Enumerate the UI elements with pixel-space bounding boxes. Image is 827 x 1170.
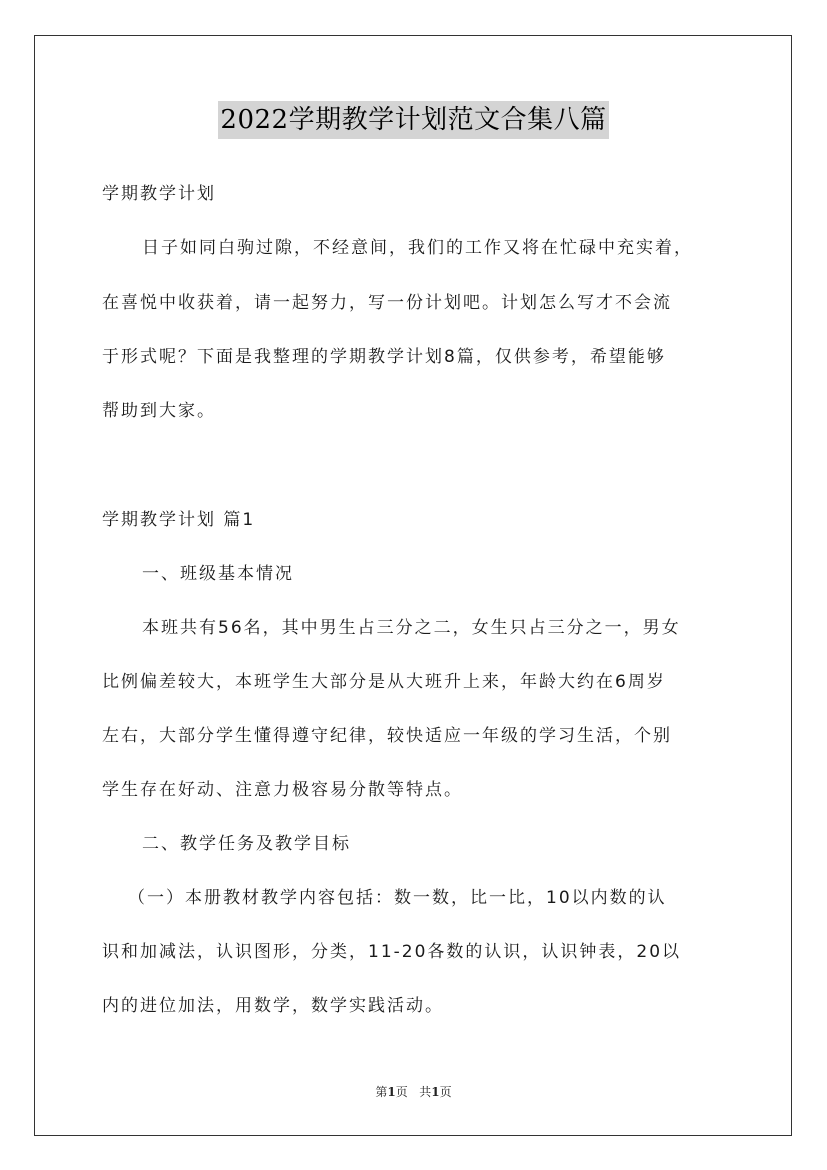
part-heading: 学期教学计划 篇1 (102, 510, 256, 530)
para2-line-1: （一）本册教材教学内容包括：数一数，比一比，10以内数的认 (128, 888, 667, 908)
para1-line-2: 比例偏差较大，本班学生大部分是从大班升上来，年龄大约在6周岁 (102, 672, 666, 692)
para2-line-3: 内的进位加法，用数学，数学实践活动。 (102, 996, 444, 1016)
total-label-prefix: 共 (419, 1085, 432, 1099)
page-label-prefix: 第 (375, 1085, 388, 1099)
para1-line-3: 左右，大部分学生懂得遵守纪律，较快适应一年级的学习生活，个别 (102, 726, 672, 746)
page-label-suffix: 页 (395, 1085, 408, 1099)
para1-line-1: 本班共有56名，其中男生占三分之二，女生只占三分之一，男女 (142, 618, 681, 638)
intro-line-2: 在喜悦中收获着，请一起努力，写一份计划吧。计划怎么写才不会流 (102, 293, 672, 313)
page-footer (0, 1083, 827, 1100)
document-title: 2022学期教学计划范文合集八篇 (218, 101, 608, 139)
para1-line-4: 学生存在好动、注意力极容易分散等特点。 (102, 780, 463, 800)
title-container (0, 101, 827, 139)
page-number: 1 (387, 1085, 396, 1099)
total-pages: 1 (431, 1085, 440, 1099)
total-label-suffix: 页 (439, 1085, 452, 1099)
intro-line-1: 日子如同白驹过隙，不经意间，我们的工作又将在忙碌中充实着， (142, 238, 693, 258)
para2-line-2: 识和加减法，认识图形，分类，11-20各数的认识，认识钟表，20以 (102, 942, 682, 962)
section-heading: 学期教学计划 (102, 184, 216, 204)
intro-line-3: 于形式呢？下面是我整理的学期教学计划8篇，仅供参考，希望能够 (102, 347, 666, 367)
subheading-teaching-goals: 二、教学任务及教学目标 (142, 834, 351, 854)
subheading-class-situation: 一、班级基本情况 (142, 564, 294, 584)
intro-line-4: 帮助到大家。 (102, 401, 216, 421)
